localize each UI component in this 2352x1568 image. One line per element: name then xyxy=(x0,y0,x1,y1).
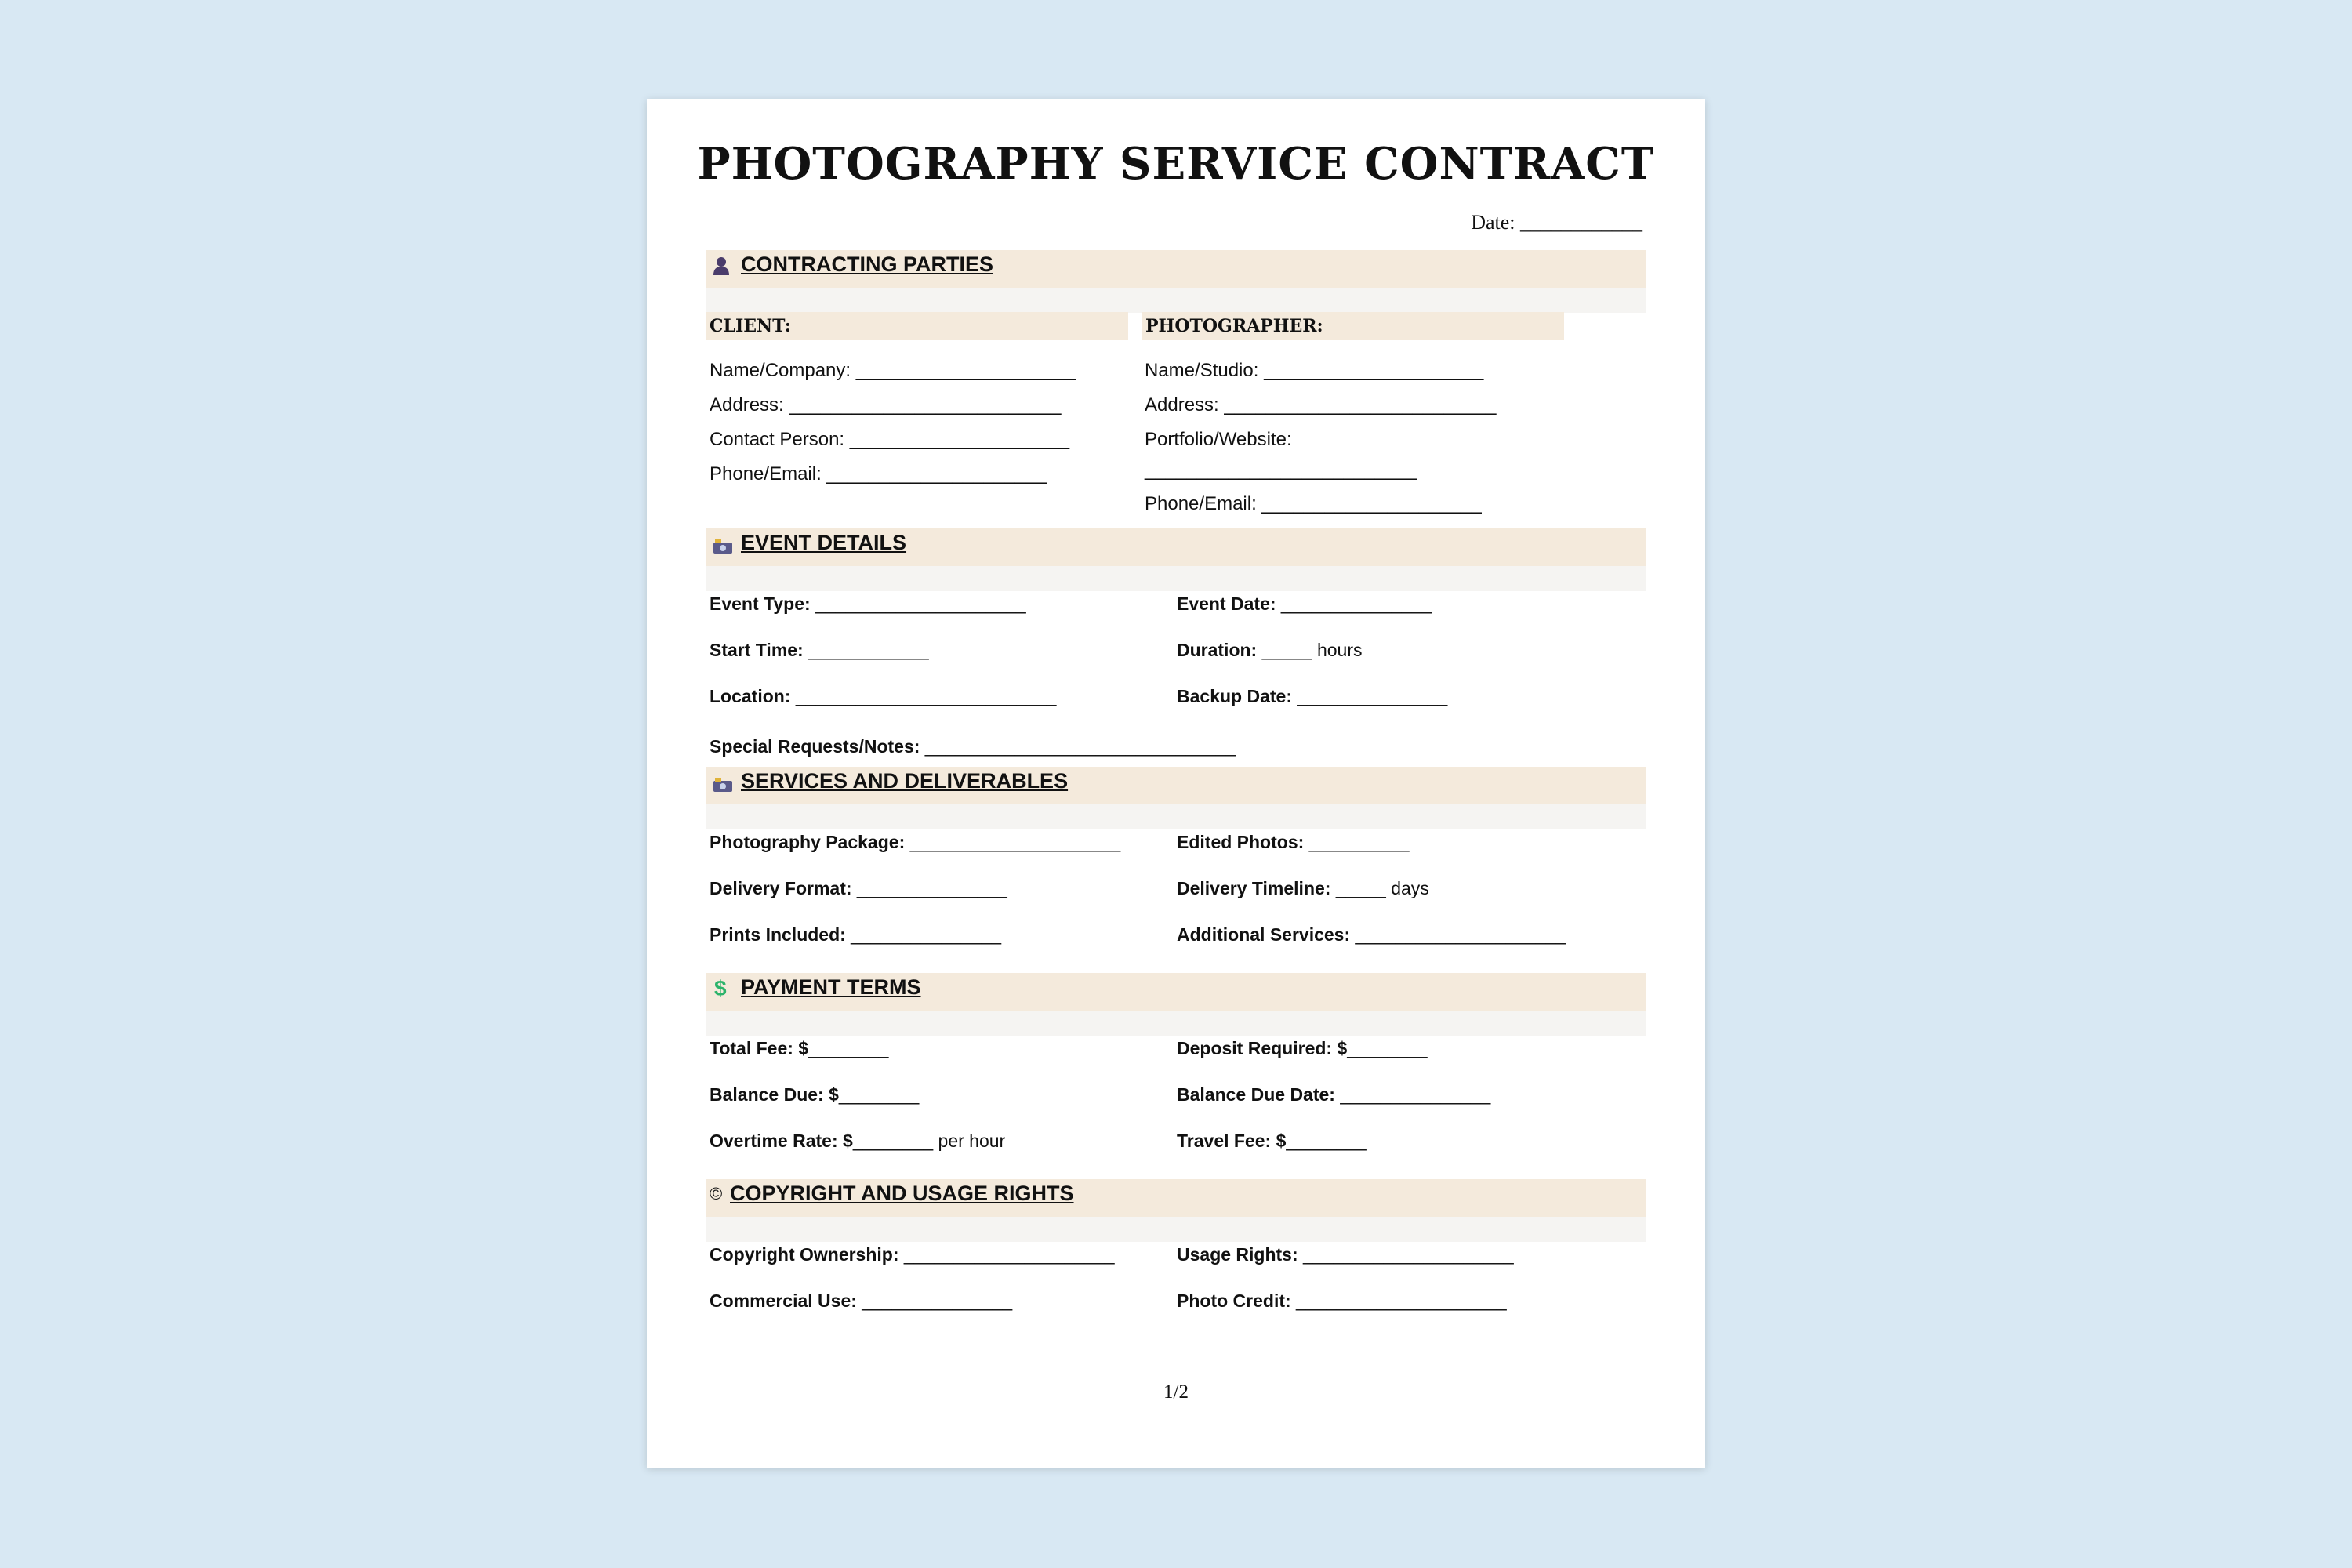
camera-icon xyxy=(713,538,733,559)
balance-due-field[interactable]: Balance Due: $________ xyxy=(710,1084,920,1105)
copyright-icon: © xyxy=(710,1184,723,1203)
parties-section-title: CONTRACTING PARTIES xyxy=(741,252,993,276)
delivery-timeline-field[interactable]: Delivery Timeline: _____ days xyxy=(1177,878,1429,898)
contract-page xyxy=(647,99,1705,1468)
date-line: Date: ____________ xyxy=(1471,211,1642,234)
client-phone-email-field[interactable]: Phone/Email: _____________________ xyxy=(710,463,1047,485)
client-heading: CLIENT: xyxy=(706,312,1128,340)
event-type-field[interactable]: Event Type: _____________________ xyxy=(710,593,1026,614)
additional-services-field[interactable]: Additional Services: _____________________ xyxy=(1177,924,1566,945)
payment-section-title: PAYMENT TERMS xyxy=(741,975,921,999)
edited-photos-field[interactable]: Edited Photos: __________ xyxy=(1177,832,1410,852)
duration-field[interactable]: Duration: _____ hours xyxy=(1177,640,1363,660)
overtime-rate-field[interactable]: Overtime Rate: $________ per hour xyxy=(710,1131,1006,1151)
dollar-icon: $ xyxy=(714,976,727,1000)
copyright-ownership-field[interactable]: Copyright Ownership: _____________________ xyxy=(710,1244,1115,1265)
photography-package-field[interactable]: Photography Package: _____________________ xyxy=(710,832,1121,852)
start-time-field[interactable]: Start Time: ____________ xyxy=(710,640,929,660)
special-requests-field[interactable]: Special Requests/Notes: _______________________________ xyxy=(710,736,1236,757)
services-section-band xyxy=(706,804,1646,829)
copyright-section-band xyxy=(706,1217,1646,1242)
location-field[interactable]: Location: __________________________ xyxy=(710,686,1057,706)
photographer-name-field[interactable]: Name/Studio: _____________________ xyxy=(1145,360,1484,381)
event-section-title: EVENT DETAILS xyxy=(741,531,907,554)
prints-included-field[interactable]: Prints Included: _______________ xyxy=(710,924,1002,945)
event-date-field[interactable]: Event Date: _______________ xyxy=(1177,593,1432,614)
photographer-portfolio-label: Portfolio/Website: xyxy=(1145,429,1292,450)
balance-due-date-field[interactable]: Balance Due Date: _______________ xyxy=(1177,1084,1491,1105)
event-section-band xyxy=(706,566,1646,591)
person-icon xyxy=(713,256,730,280)
services-section-title: SERVICES AND DELIVERABLES xyxy=(741,769,1069,793)
payment-section-band xyxy=(706,1011,1646,1036)
camera-icon xyxy=(713,776,733,797)
client-name-field[interactable]: Name/Company: _____________________ xyxy=(710,360,1076,381)
page-number: 1/2 xyxy=(1163,1381,1189,1403)
commercial-use-field[interactable]: Commercial Use: _______________ xyxy=(710,1290,1013,1311)
backup-date-field[interactable]: Backup Date: _______________ xyxy=(1177,686,1448,706)
copyright-section-title: COPYRIGHT AND USAGE RIGHTS xyxy=(730,1181,1074,1205)
page-title: PHOTOGRAPHY SERVICE CONTRACT xyxy=(697,138,1655,190)
client-contact-field[interactable]: Contact Person: _____________________ xyxy=(710,429,1070,450)
photographer-phone-email-field[interactable]: Phone/Email: _____________________ xyxy=(1145,493,1482,514)
parties-section-band xyxy=(706,288,1646,313)
delivery-format-field[interactable]: Delivery Format: _______________ xyxy=(710,878,1007,898)
travel-fee-field[interactable]: Travel Fee: $________ xyxy=(1177,1131,1367,1151)
photographer-portfolio-field[interactable]: __________________________ xyxy=(1145,459,1417,481)
photographer-address-field[interactable]: Address: __________________________ xyxy=(1145,394,1497,416)
total-fee-field[interactable]: Total Fee: $________ xyxy=(710,1038,889,1058)
photographer-heading: PHOTOGRAPHER: xyxy=(1142,312,1564,340)
deposit-required-field[interactable]: Deposit Required: $________ xyxy=(1177,1038,1428,1058)
photo-credit-field[interactable]: Photo Credit: _____________________ xyxy=(1177,1290,1507,1311)
usage-rights-field[interactable]: Usage Rights: _____________________ xyxy=(1177,1244,1514,1265)
client-address-field[interactable]: Address: __________________________ xyxy=(710,394,1062,416)
